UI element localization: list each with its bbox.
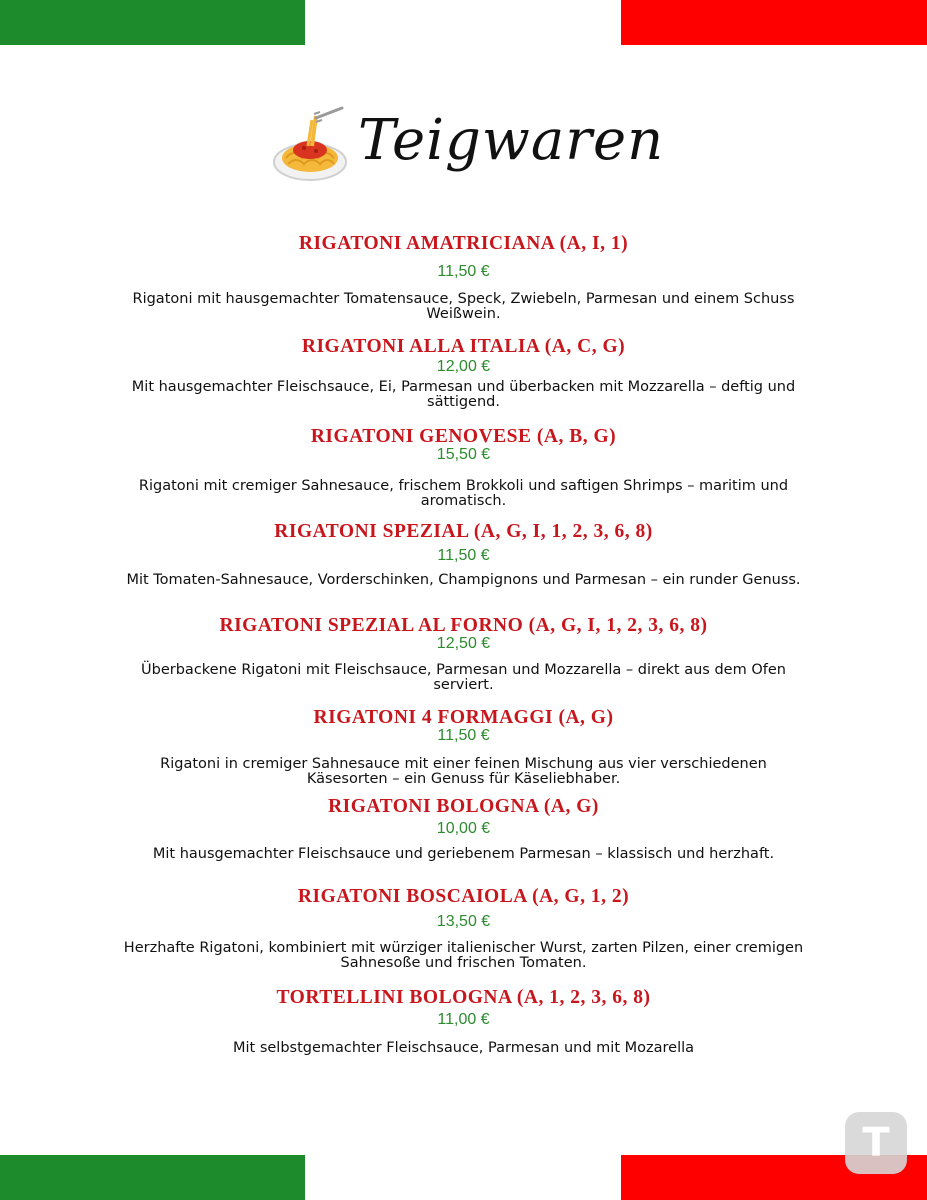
- menu-item-price: 11,50 €: [437, 547, 490, 564]
- menu-item: [90, 615, 837, 693]
- menu-item-price: 11,50 €: [437, 263, 490, 280]
- menu-item-price: 13,50 €: [436, 913, 491, 930]
- menu-item-price: 12,00 €: [436, 358, 491, 375]
- menu-item-description: Rigatoni mit cremiger Sahnesauce, frischem Brokkoli und saftigen Shrimps – maritim und aromatisch.: [138, 478, 789, 509]
- menu-item-description: Mit hausgemachter Fleischsauce und geriebenem Parmesan – klassisch und herzhaft.: [152, 846, 775, 862]
- menu-item-price: 11,00 €: [437, 1011, 490, 1028]
- page-title: Teigwaren: [358, 108, 665, 173]
- menu-item-name: RIGATONI GENOVESE (A, B, G): [310, 426, 617, 447]
- menu-item-description: Rigatoni in cremiger Sahnesauce mit einer feinen Mischung aus vier verschiedenen Käsesorten – ein Genuss für Käseliebhaber.: [160, 756, 767, 787]
- menu-item: [90, 796, 837, 862]
- menu-item-name: RIGATONI ALLA ITALIA (A, C, G): [301, 336, 626, 357]
- menu-item-name: RIGATONI AMATRICIANA (A, I, 1): [298, 233, 629, 254]
- badge-letter: T: [862, 1120, 890, 1166]
- menu-item-price: 12,50 €: [436, 635, 491, 652]
- menu-item-name: RIGATONI SPEZIAL AL FORNO (A, G, I, 1, 2, 3, 6, 8): [219, 615, 708, 636]
- section-header: [272, 102, 665, 192]
- menu-item-description: Mit hausgemachter Fleischsauce, Ei, Parmesan und überbacken mit Mozzarella – deftig und sättigend.: [131, 379, 796, 410]
- menu-item: [90, 886, 837, 971]
- menu-item: [90, 336, 837, 410]
- menu-item-name: RIGATONI BOLOGNA (A, G): [328, 796, 599, 817]
- menu-item-price: 15,50 €: [436, 446, 491, 463]
- menu-item-name: RIGATONI 4 FORMAGGI (A, G): [313, 707, 614, 728]
- menu-item: [90, 987, 837, 1056]
- menu-item-description: Überbackene Rigatoni mit Fleischsauce, Parmesan und Mozzarella – direkt aus dem Ofen serviert.: [141, 662, 786, 693]
- menu-item: [90, 521, 837, 588]
- menu-item-description: Rigatoni mit hausgemachter Tomatensauce, Speck, Zwiebeln, Parmesan und einem Schuss Weißwein.: [132, 291, 795, 322]
- app-logo-icon[interactable]: [845, 1112, 907, 1174]
- menu-item-description: Mit Tomaten-Sahnesauce, Vorderschinken, Champignons und Parmesan – ein runder Genuss.: [126, 572, 801, 588]
- spaghetti-plate-icon: [272, 106, 352, 186]
- menu-item-name: TORTELLINI BOLOGNA (A, 1, 2, 3, 6, 8): [276, 987, 651, 1008]
- menu-item: [90, 707, 837, 787]
- menu-item-name: RIGATONI BOSCAIOLA (A, G, 1, 2): [297, 886, 630, 907]
- flag-stripe-green-top: [0, 0, 305, 45]
- menu-item-description: Mit selbstgemachter Fleischsauce, Parmesan und mit Mozarella: [232, 1040, 695, 1056]
- menu-item-price: 10,00 €: [436, 820, 491, 837]
- menu-item: [90, 233, 837, 322]
- flag-stripe-red-top: [621, 0, 927, 45]
- menu-item-price: 11,50 €: [437, 727, 490, 744]
- menu-item-description: Herzhafte Rigatoni, kombiniert mit würziger italienischer Wurst, zarten Pilzen, einer cremigen Sahnesoße und frischen Tomaten.: [123, 940, 804, 971]
- menu-item: [90, 426, 837, 509]
- flag-stripe-green-bottom: [0, 1155, 305, 1200]
- menu-item-name: RIGATONI SPEZIAL (A, G, I, 1, 2, 3, 6, 8): [274, 521, 653, 542]
